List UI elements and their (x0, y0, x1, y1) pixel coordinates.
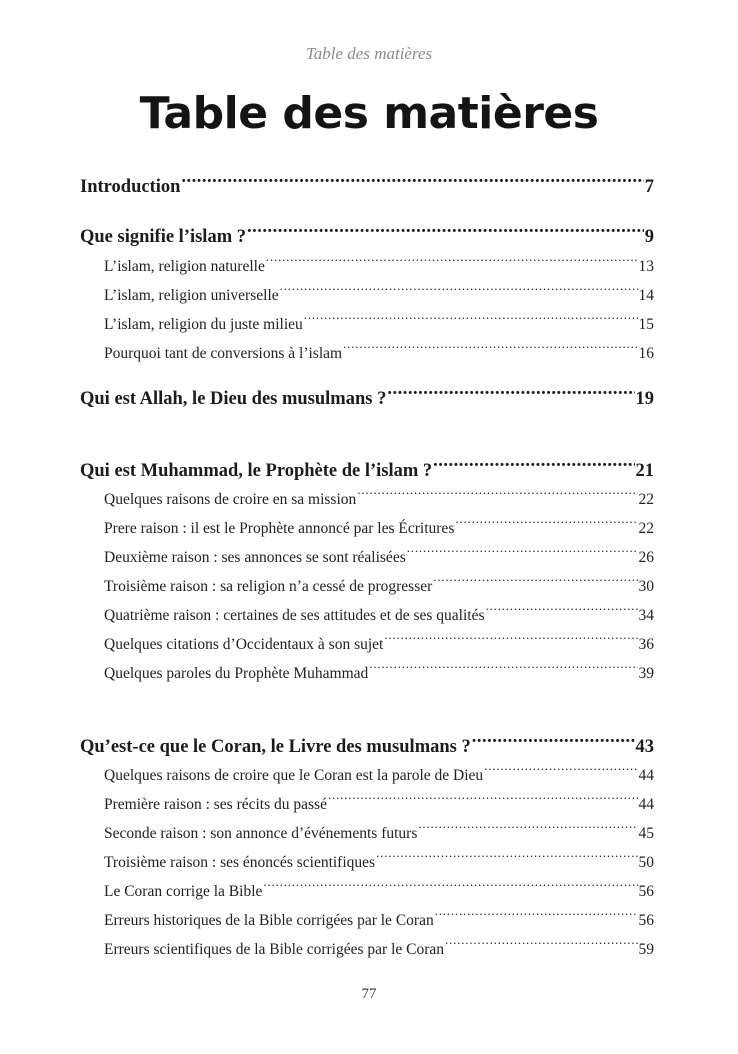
toc-entry-label: Introduction (80, 177, 181, 197)
toc-section-entry (104, 485, 654, 514)
toc-section-entry (104, 848, 654, 877)
toc-entry-page: 45 (638, 825, 654, 842)
toc-entry-page: 13 (638, 258, 654, 275)
toc-entry-label: Seconde raison : son annonce d’événements futurs (104, 825, 418, 842)
toc-section-entry (104, 543, 654, 572)
dot-leader (455, 518, 637, 534)
toc-entry-page: 16 (638, 345, 654, 362)
toc-entry-page: 19 (635, 389, 654, 409)
dot-leader (263, 881, 637, 897)
toc-entry-label: Prere raison : il est le Prophète annoncé par les Écritures (104, 520, 455, 537)
toc-entry-label: Troisième raison : sa religion n’a cessé de progresser (104, 578, 433, 595)
toc-entry-label: Que signifie l’islam ? (80, 227, 246, 247)
page-title: Table des matières (139, 88, 599, 139)
toc-entry-label: Erreurs scientifiques de la Bible corrigées par le Coran (104, 941, 445, 958)
toc-section-entry (104, 906, 654, 935)
dot-leader (280, 285, 638, 301)
toc-entry-label: Erreurs historiques de la Bible corrigées par le Coran (104, 912, 434, 929)
toc-entry-label: Le Coran corrige la Bible (104, 883, 263, 900)
dot-leader (433, 458, 634, 477)
toc-section-entry (104, 659, 654, 688)
toc-entry-page: 59 (638, 941, 654, 958)
toc-entry-label: L’islam, religion universelle (104, 287, 279, 304)
toc-entry-page: 15 (638, 316, 654, 333)
toc-entry-page: 34 (638, 607, 654, 624)
running-header: Table des matières (305, 44, 433, 63)
toc-section-entry (104, 935, 654, 964)
toc-entry-page: 22 (638, 491, 654, 508)
toc-entry-page: 56 (638, 912, 654, 929)
toc-section-entry (104, 630, 654, 659)
dot-leader (247, 224, 644, 243)
toc-section-entry (104, 601, 654, 630)
dot-leader (357, 489, 637, 505)
toc-chapter-entry (80, 384, 654, 414)
toc-chapter-entry (80, 222, 654, 252)
dot-leader (445, 939, 637, 955)
dot-leader (435, 910, 638, 926)
toc-entry-label: L’islam, religion naturelle (104, 258, 265, 275)
dot-leader (472, 734, 635, 753)
dot-leader (376, 852, 637, 868)
toc-entry-page: 9 (644, 227, 654, 247)
toc-entry-label: Quelques citations d’Occidentaux à son sujet (104, 636, 384, 653)
toc-entry-page: 22 (638, 520, 654, 537)
toc-entry-label: Pourquoi tant de conversions à l’islam (104, 345, 343, 362)
toc-entry-page: 44 (638, 796, 654, 813)
dot-leader (369, 663, 637, 679)
dot-leader (485, 605, 637, 621)
toc-section-entry (104, 761, 654, 790)
toc-entry-label: Quelques raisons de croire en sa mission (104, 491, 357, 508)
toc-entry-page: 21 (635, 461, 654, 481)
toc-section-entry (104, 310, 654, 339)
dot-leader (181, 174, 643, 193)
toc-entry-page: 26 (638, 549, 654, 566)
toc-entry-label: Quelques raisons de croire que le Coran est la parole de Dieu (104, 767, 484, 784)
dot-leader (266, 256, 638, 272)
toc-entry-label: Troisième raison : ses énoncés scientifiques (104, 854, 376, 871)
toc-section-entry (104, 790, 654, 819)
toc-section-entry (104, 877, 654, 906)
dot-leader (433, 576, 637, 592)
toc-entry-page: 43 (635, 737, 654, 757)
toc-chapter-entry (80, 172, 654, 202)
dot-leader (484, 765, 637, 781)
toc-chapter-entry (80, 732, 654, 762)
toc-section-entry (104, 514, 654, 543)
toc-entry-label: Qu’est-ce que le Coran, le Livre des musulmans ? (80, 737, 471, 757)
toc-entry-page: 30 (638, 578, 654, 595)
toc-section-entry (104, 252, 654, 281)
toc-section-entry (104, 339, 654, 368)
toc-entry-page: 44 (638, 767, 654, 784)
toc-entry-page: 36 (638, 636, 654, 653)
toc-entry-page: 56 (638, 883, 654, 900)
toc-entry-page: 7 (644, 177, 654, 197)
toc-section-entry (104, 572, 654, 601)
dot-leader (343, 343, 637, 359)
dot-leader (384, 634, 637, 650)
dot-leader (387, 386, 634, 405)
toc-entry-label: L’islam, religion du juste milieu (104, 316, 303, 333)
dot-leader (418, 823, 637, 839)
page-number: 77 (361, 986, 377, 1002)
toc-entry-page: 14 (638, 287, 654, 304)
dot-leader (328, 794, 638, 810)
toc-entry-label: Deuxième raison : ses annonces se sont réalisées (104, 549, 406, 566)
toc-section-entry (104, 819, 654, 848)
toc-entry-label: Qui est Muhammad, le Prophète de l’islam ? (80, 461, 433, 481)
toc-entry-label: Qui est Allah, le Dieu des musulmans ? (80, 389, 387, 409)
dot-leader (407, 547, 638, 563)
toc-entry-label: Quatrième raison : certaines de ses attitudes et de ses qualités (104, 607, 485, 624)
toc-entry-label: Première raison : ses récits du passé (104, 796, 327, 813)
toc-entry-page: 50 (638, 854, 654, 871)
toc-entry-label: Quelques paroles du Prophète Muhammad (104, 665, 369, 682)
toc-section-entry (104, 281, 654, 310)
toc-chapter-entry (80, 456, 654, 486)
dot-leader (304, 314, 638, 330)
toc-entry-page: 39 (638, 665, 654, 682)
